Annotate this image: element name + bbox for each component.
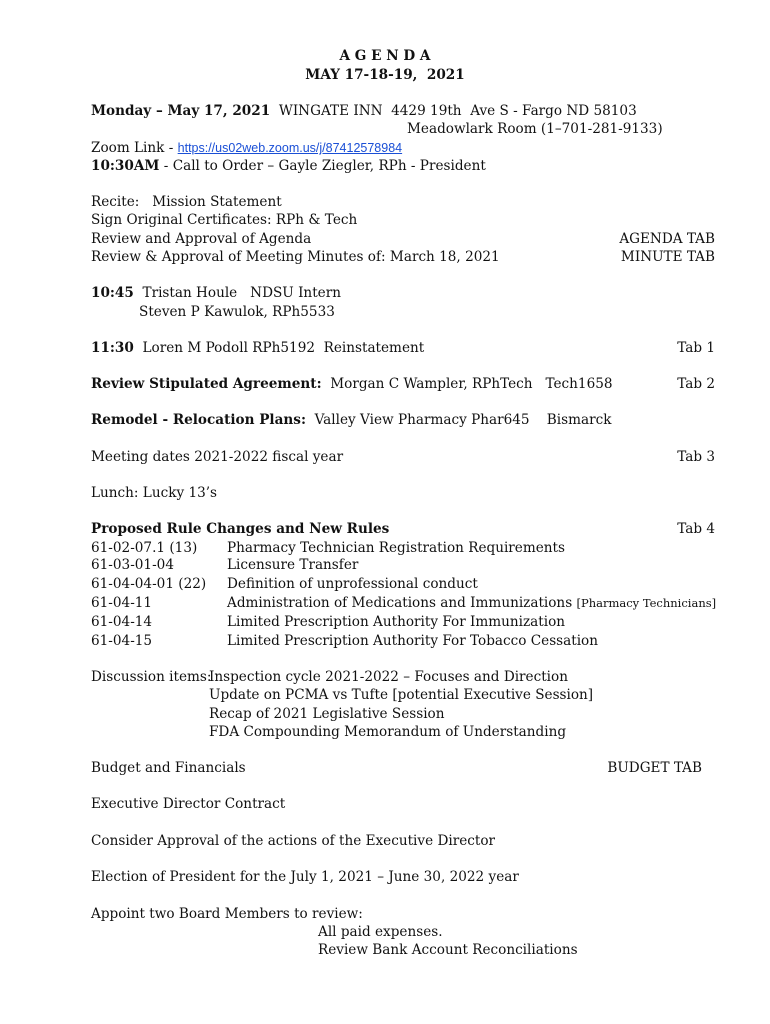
item-recite: Recite: Mission Statement [91,194,282,210]
call-time: 10:30AM [91,158,160,174]
stipulated-agreement [91,375,613,393]
appoint-subitem: Review Bank Account Reconciliations [318,942,578,958]
tab-4: Tab 4 [677,521,715,537]
remodel-text: Valley View Pharmacy Phar645 Bismarck [305,412,612,428]
rule-code: 61-04-11 [91,595,153,611]
zoom-line [91,139,402,157]
budget-tab: BUDGET TAB [607,760,702,776]
call-text: - Call to Order – Gayle Ziegler, RPh - President [159,158,486,174]
agenda-dates: MAY 17-18-19, 2021 [305,67,465,83]
remodel-label: Remodel - Relocation Plans: [91,412,306,428]
rule-desc: Limited Prescription Authority For Tobacco Cessation [227,633,598,649]
call-to-order [91,157,486,175]
tab-2: Tab 2 [677,376,715,392]
stipulated-label: Review Stipulated Agreement: [91,376,322,392]
discussion-item: Update on PCMA vs Tufte [potential Executive Session] [209,687,594,703]
tab-1: Tab 1 [677,340,715,356]
item-approve-agenda: Review and Approval of Agenda [91,231,312,247]
budget-item: Budget and Financials [91,760,246,776]
session-1045-line1: Tristan Houle NDSU Intern [133,285,341,301]
session-1045 [91,284,341,302]
discussion-item: FDA Compounding Memorandum of Understanding [209,724,567,740]
rule-desc-with-note [227,594,716,612]
rule-desc: Limited Prescription Authority For Immunization [227,614,566,630]
agenda-title: A G E N D A [339,48,431,64]
session-1130-time: 11:30 [91,340,134,356]
meeting-venue: WINGATE INN 4429 19th Ave S - Fargo ND 58103 [278,103,637,119]
rule-note: [Pharmacy Technicians] [576,596,717,610]
rule-code: 61-04-14 [91,614,153,630]
rule-code: 61-02-07.1 (13) [91,540,198,556]
meeting-line [91,102,637,120]
appoint-subitem: All paid expenses. [318,924,443,940]
discussion-item: Inspection cycle 2021-2022 – Focuses and Direction [209,669,568,685]
session-1045-time: 10:45 [91,285,134,301]
agenda-tab: AGENDA TAB [619,231,715,247]
discussion-item: Recap of 2021 Legislative Session [209,706,445,722]
minute-tab: MINUTE TAB [620,249,715,265]
meeting-room: Meadowlark Room (1–701-281-9133) [407,121,663,137]
remodel-plans [91,411,611,429]
rule-desc: Pharmacy Technician Registration Requirements [227,540,565,556]
stipulated-text: Morgan C Wampler, RPhTech Tech1658 [321,376,613,392]
rules-heading: Proposed Rule Changes and New Rules [91,521,390,537]
rule-code: 61-04-04-01 (22) [91,576,207,592]
rule-desc: Administration of Medications and Immunizations [227,595,577,611]
session-1130 [91,339,424,357]
session-1045-line2: Steven P Kawulok, RPh5533 [139,304,335,320]
lunch: Lunch: Lucky 13’s [91,485,218,501]
tab-3: Tab 3 [677,449,715,465]
zoom-link[interactable]: https://us02web.zoom.us/j/87412578984 [177,141,403,155]
session-1130-text: Loren M Podoll RPh5192 Reinstatement [133,340,425,356]
zoom-prefix: Zoom Link - [91,140,178,156]
rule-desc: Licensure Transfer [227,557,359,573]
item-approve-minutes: Review & Approval of Meeting Minutes of: March 18, 2021 [91,249,500,265]
discussion-label: Discussion items: [91,669,212,685]
item-sign-certificates: Sign Original Certificates: RPh & Tech [91,212,358,228]
meeting-day: Monday – May 17, 2021 [91,103,271,119]
meeting-dates: Meeting dates 2021-2022 fiscal year [91,449,344,465]
rule-code: 61-03-01-04 [91,557,174,573]
election-item: Election of President for the July 1, 2021 – June 30, 2022 year [91,869,519,885]
rule-code: 61-04-15 [91,633,153,649]
rule-desc: Definition of unprofessional conduct [227,576,478,592]
appoint-item: Appoint two Board Members to review: [91,906,363,922]
exec-contract: Executive Director Contract [91,796,286,812]
consider-approval: Consider Approval of the actions of the Executive Director [91,833,495,849]
